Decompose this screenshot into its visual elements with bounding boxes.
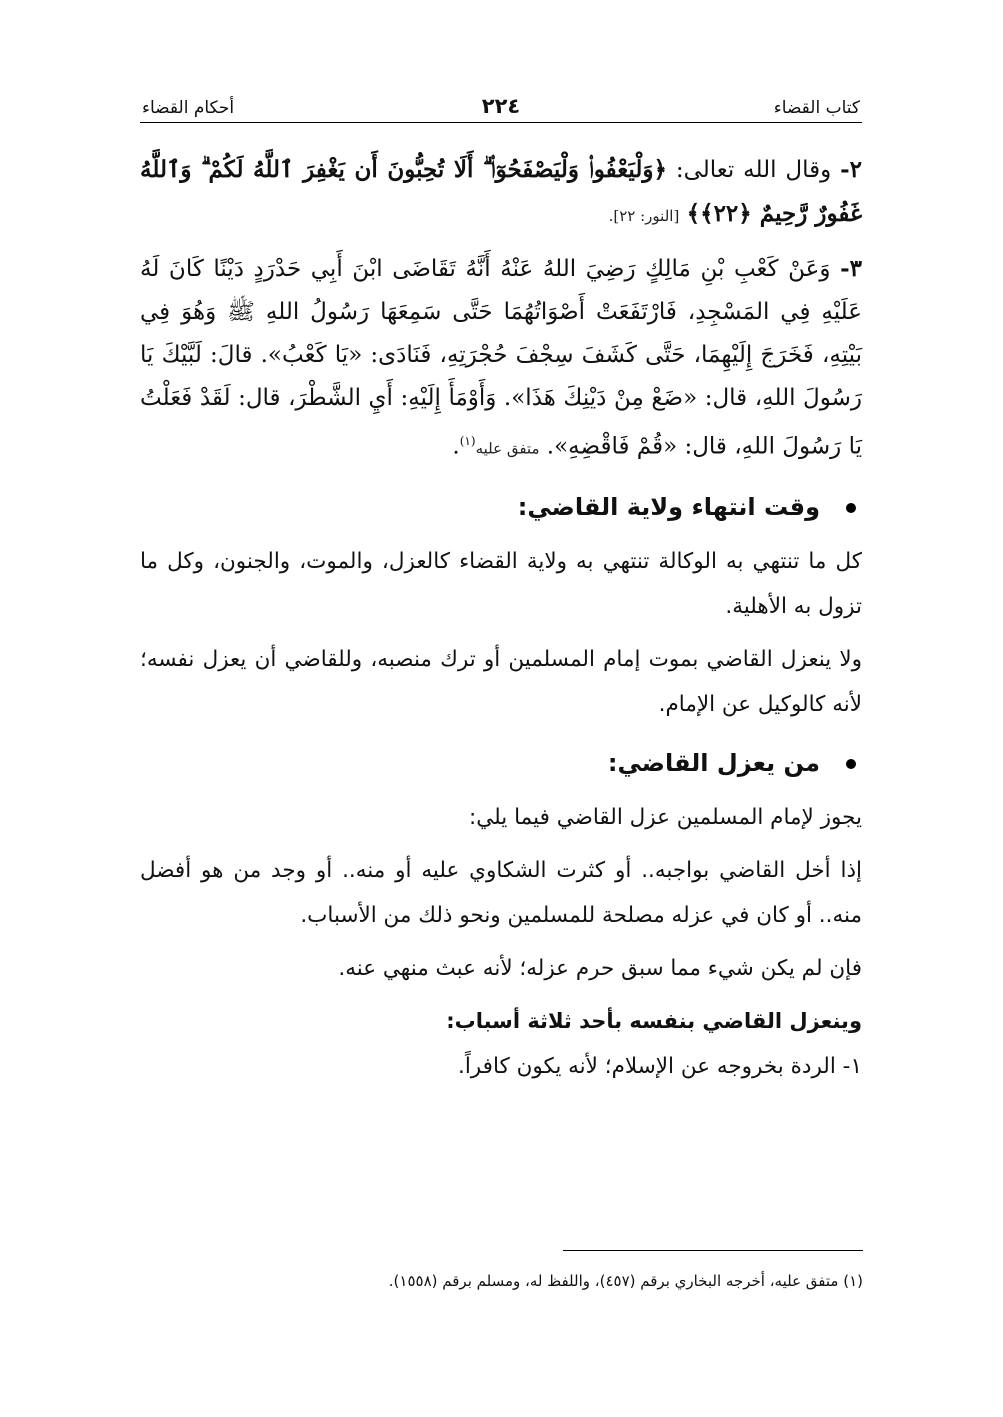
quran-verse: ﴿وَلْيَعْفُوا۟ وَلْيَصْفَحُوٓا۟ ۗ أَلَا تُحِبُّونَ أَن يَغْفِرَ ٱللَّهُ لَكُمْ ۗ وَٱللَّهُ غَفُورٌ رَّحِيمٌ ﴿٢٢﴾﴾: [140, 156, 862, 227]
item-2-number: ٢-: [840, 156, 862, 183]
book-title: كتاب القضاء: [773, 98, 860, 118]
verse-reference: [النور: ٢٢].: [608, 207, 680, 225]
subheading-self-dismissal: وينعزل القاضي بنفسه بأحد ثلاثة أسباب:: [446, 1008, 862, 1033]
paragraph: يجوز لإمام المسلمين عزل القاضي فيما يلي:: [469, 804, 862, 830]
running-header: [140, 88, 862, 123]
bullet-icon: [846, 759, 856, 769]
list-item: ١- الردة بخروجه عن الإسلام؛ لأنه يكون كافراً.: [458, 1053, 862, 1079]
item-2: [140, 148, 862, 238]
page-content: [140, 148, 862, 1097]
footnote-marker: (١): [459, 434, 476, 448]
page-number: ٢٢٤: [481, 94, 521, 118]
paragraph: ولا ينعزل القاضي بموت إمام المسلمين أو ترك منصبه، وللقاضي أن يعزل نفسه؛ لأنه كالوكيل عن الإمام.: [140, 646, 862, 717]
hadith-reference: متفق عليه: [475, 439, 540, 458]
item-3: ٣- وَعَنْ كَعْبِ بْنِ مَالِكٍ رَضِيَ اللهُ عَنْهُ أَنَّهُ تَقَاضَى ابْنَ أَبِي حَدْرَدٍ دَيْنًا كَانَ لَهُ عَلَيْهِ فِي المَسْجِدِ، فَارْتَفَعَتْ أَصْوَاتُهُمَا حَتَّى سَمِعَهَا رَسُولُ اللهِ ﷺ وَهُوَ فِي بَيْتِهِ، فَخَرَجَ إِلَيْهِمَا، حَتَّى كَشَفَ سِجْفَ حُجْرَتِهِ، فَنَادَى: «يَا كَعْبُ». قالَ: لَبَّيْكَ يَا رَسُولَ اللهِ، قال: «ضَعْ مِنْ دَيْنِكَ هَذَا». وَأَوْمَأَ إِلَيْهِ: أَيِ الشَّطْرَ، قال: لَقَدْ فَعَلْتُ يَا رَسُولَ اللهِ، قال: «قُمْ فَاقْضِهِ». متفق عليه$^{(١)}$.: [140, 255, 862, 460]
footnote: (١) متفق عليه، أخرجه البخاري برقم (٤٥٧)، واللفظ له، ومسلم برقم (١٥٥٨).: [388, 1272, 863, 1290]
book-page: [140, 88, 862, 1348]
footnote-divider: [563, 1250, 863, 1251]
paragraph: فإن لم يكن شيء مما سبق حرم عزله؛ لأنه عبث منهي عنه.: [338, 955, 862, 981]
hadith-text: وَعَنْ كَعْبِ بْنِ مَالِكٍ رَضِيَ اللهُ عَنْهُ أَنَّهُ تَقَاضَى ابْنَ أَبِي حَدْرَدٍ دَيْنًا كَانَ لَهُ عَلَيْهِ فِي المَسْجِدِ، فَارْتَفَعَتْ أَصْوَاتُهُمَا حَتَّى سَمِعَهَا رَسُولُ اللهِ ﷺ وَهُوَ فِي بَيْتِهِ، فَخَرَجَ إِلَيْهِمَا، حَتَّى كَشَفَ سِجْفَ حُجْرَتِهِ، فَنَادَى: «يَا كَعْبُ». قالَ: لَبَّيْكَ يَا رَسُولَ اللهِ، قال: «ضَعْ مِنْ دَيْنِكَ هَذَا». وَأَوْمَأَ إِلَيْهِ: أَيِ الشَّطْرَ، قال: لَقَدْ فَعَلْتُ يَا رَسُولَ اللهِ، قال: «قُمْ فَاقْضِهِ».: [140, 256, 862, 460]
chapter-title: أحكام القضاء: [142, 98, 235, 118]
section-heading-who-dismisses: من يعزل القاضي:: [140, 741, 862, 785]
bullet-icon: [846, 503, 856, 513]
paragraph: كل ما تنتهي به الوكالة تنتهي به ولاية القضاء كالعزل، والموت، والجنون، وكل ما تزول به الأهلية.: [140, 548, 862, 619]
section-heading-end-of-term: وقت انتهاء ولاية القاضي:: [140, 485, 862, 529]
item-2-intro: وقال الله تعالى:: [675, 157, 832, 183]
paragraph: إذا أخل القاضي بواجبه.. أو كثرت الشكاوي عليه أو منه.. أو وجد من هو أفضل منه.. أو كان في عزله مصلحة للمسلمين ونحو ذلك من الأسباب.: [140, 857, 862, 928]
item-3-number: ٣-: [840, 255, 862, 282]
